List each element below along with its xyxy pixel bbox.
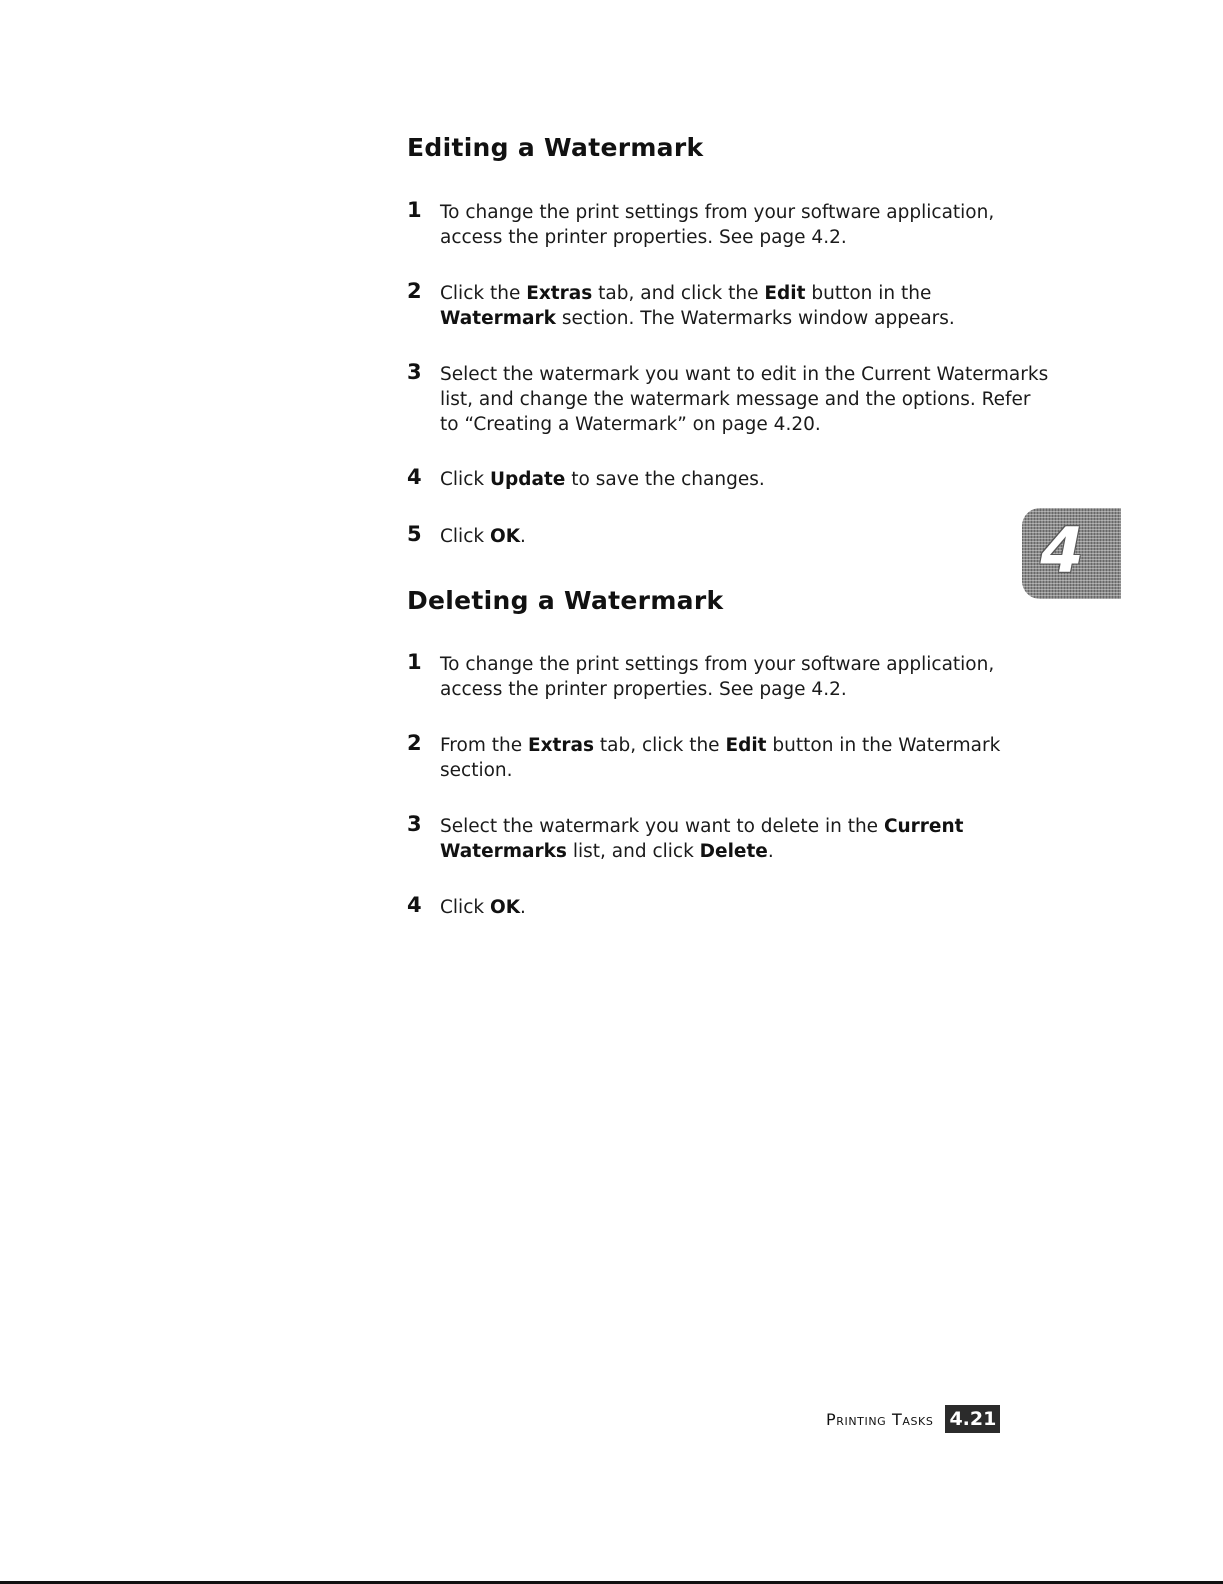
text-run: button in the [805, 283, 932, 304]
text-run: Click [440, 469, 490, 490]
step-text [440, 362, 1050, 437]
text-run: button in the Watermark section. [440, 735, 1001, 781]
step-number: 2 [407, 731, 422, 755]
step-number: 5 [407, 522, 422, 546]
bold-term: OK [489, 897, 521, 918]
step-number: 1 [407, 650, 422, 674]
chapter-tab [1022, 508, 1121, 599]
step-number: 2 [407, 279, 422, 303]
text-run: Select the watermark you want to delete in the [440, 816, 884, 837]
text-run: . [520, 526, 526, 547]
bold-term: Delete [699, 841, 768, 862]
step-number: 3 [407, 360, 422, 384]
text-run: Click the [440, 283, 527, 304]
bold-term: Watermark [440, 308, 556, 329]
text-run: To change the print settings from your software application, access the printer properties. See page 4.2. [440, 654, 995, 700]
bold-term: Extras [527, 735, 595, 756]
step-text [440, 814, 1050, 864]
step-number: 4 [407, 465, 422, 489]
text-run: . [767, 841, 774, 862]
text-run: tab, and click the [592, 283, 765, 304]
step-number: 1 [407, 198, 422, 222]
bold-term: Extras [526, 283, 593, 304]
text-run: tab, click the [594, 735, 726, 756]
step-text [440, 200, 1050, 250]
bold-term: Update [489, 469, 566, 490]
text-run: section. The Watermarks window appears. [555, 308, 955, 329]
text-run: Click [440, 526, 490, 547]
page-footer [826, 1405, 1000, 1433]
text-run: Click [440, 897, 490, 918]
step-text [440, 895, 1050, 920]
page-number-badge: 4.21 [945, 1405, 1000, 1433]
text-run: list, and click [566, 841, 700, 862]
step-text [440, 281, 1050, 331]
step-text [440, 524, 1050, 549]
text-run: To change the print settings from your software application, access the printer properties. See page 4.2. [440, 202, 995, 248]
text-run: to save the changes. [565, 469, 765, 490]
step-number: 3 [407, 812, 422, 836]
step-text [440, 467, 1050, 492]
footer-section-label: Printing Tasks [826, 1409, 934, 1429]
text-run: From the [440, 735, 528, 756]
bold-term: Current Watermarks [440, 816, 964, 862]
chapter-number: 4 [1040, 514, 1084, 587]
deleting-section-title: Deleting a Watermark [407, 586, 724, 615]
bold-term: Edit [764, 283, 806, 304]
bold-term: OK [489, 526, 521, 547]
step-text [440, 733, 1050, 783]
editing-section-title: Editing a Watermark [407, 133, 704, 162]
text-run: Select the watermark you want to edit in the Current Watermarks list, and change the watermark message and the options. Refer to “Creating a Watermark” on page 4.20. [440, 364, 1049, 435]
text-run: . [520, 897, 526, 918]
bold-term: Edit [725, 735, 767, 756]
step-text [440, 652, 1050, 702]
step-number: 4 [407, 893, 422, 917]
